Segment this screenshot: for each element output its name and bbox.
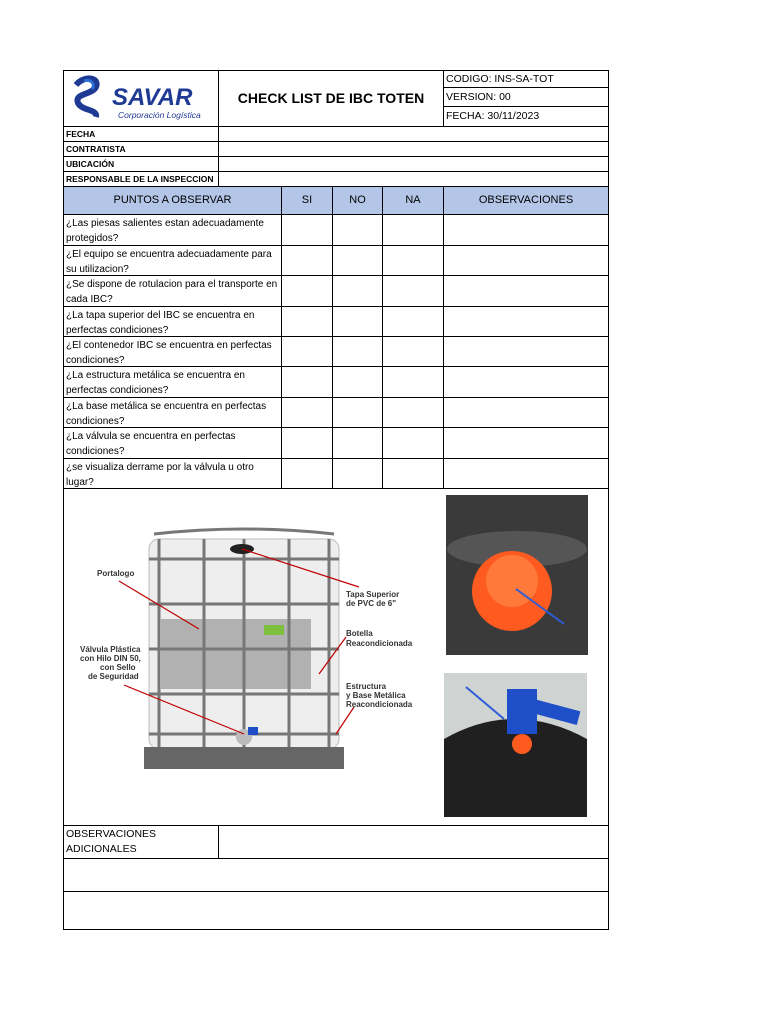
additional-observations-label: OBSERVACIONES ADICIONALES (63, 825, 219, 859)
na-check[interactable] (382, 275, 444, 307)
si-check[interactable] (281, 427, 333, 459)
si-check[interactable] (281, 245, 333, 276)
logo-name: SAVAR (112, 84, 193, 111)
image-panel (63, 488, 609, 826)
na-check[interactable] (382, 397, 444, 428)
savar-logo-icon (66, 71, 216, 125)
observation-input[interactable] (443, 275, 609, 307)
doc-date: FECHA: 30/11/2023 (443, 106, 609, 127)
logo-cell (63, 70, 219, 127)
question-cell: ¿El contenedor IBC se encuentra en perfectas condiciones? (63, 336, 282, 367)
col-header-si: SI (281, 186, 333, 215)
si-check[interactable] (281, 366, 333, 398)
si-check[interactable] (281, 214, 333, 246)
label-estructura-2: y Base Metálica (346, 691, 406, 700)
additional-observations-row-2[interactable] (63, 858, 609, 892)
si-check[interactable] (281, 397, 333, 428)
no-check[interactable] (332, 427, 383, 459)
question-cell: ¿La base metálica se encuentra en perfectas condiciones? (63, 397, 282, 428)
field-contratista-value[interactable] (218, 141, 609, 157)
observation-input[interactable] (443, 214, 609, 246)
document-title: CHECK LIST DE IBC TOTEN (218, 70, 444, 127)
ibc-diagram (64, 489, 608, 825)
observation-input[interactable] (443, 336, 609, 367)
no-check[interactable] (332, 336, 383, 367)
si-check[interactable] (281, 275, 333, 307)
field-responsable-label: RESPONSABLE DE LA INSPECCION (63, 171, 219, 187)
col-header-puntos: PUNTOS A OBSERVAR (63, 186, 282, 215)
question-cell: ¿La válvula se encuentra en perfectas condiciones? (63, 427, 282, 459)
no-check[interactable] (332, 458, 383, 489)
field-contratista-label: CONTRATISTA (63, 141, 219, 157)
field-ubicacion-value[interactable] (218, 156, 609, 172)
field-fecha-value[interactable] (218, 126, 609, 142)
label-tapa-1: Tapa Superior (346, 590, 400, 599)
si-check[interactable] (281, 336, 333, 367)
si-check[interactable] (281, 306, 333, 337)
additional-observations-row-3[interactable] (63, 891, 609, 930)
field-fecha-label: FECHA (63, 126, 219, 142)
na-check[interactable] (382, 214, 444, 246)
logo-subtitle: Corporación Logística (118, 110, 201, 120)
question-cell: ¿se visualiza derrame por la válvula u otro lugar? (63, 458, 282, 489)
label-botella-1: Botella (346, 629, 373, 638)
observation-input[interactable] (443, 427, 609, 459)
doc-code: CODIGO: INS-SA-TOT (443, 70, 609, 88)
label-portalogo: Portalogo (97, 569, 135, 578)
label-valvula-4: de Seguridad (88, 672, 139, 681)
label-estructura-1: Estructura (346, 682, 387, 691)
na-check[interactable] (382, 336, 444, 367)
label-valvula-2: con Hilo DIN 50, (80, 654, 141, 663)
no-check[interactable] (332, 275, 383, 307)
field-responsable-value[interactable] (218, 171, 609, 187)
ibc-tank-image (144, 529, 344, 769)
no-check[interactable] (332, 397, 383, 428)
field-ubicacion-label: UBICACIÓN (63, 156, 219, 172)
na-check[interactable] (382, 306, 444, 337)
no-check[interactable] (332, 366, 383, 398)
question-cell: ¿La tapa superior del IBC se encuentra en perfectas condiciones? (63, 306, 282, 337)
col-header-na: NA (382, 186, 444, 215)
na-check[interactable] (382, 427, 444, 459)
valve-photo (444, 673, 587, 817)
observation-input[interactable] (443, 458, 609, 489)
label-tapa-2: de PVC de 6" (346, 599, 397, 608)
no-check[interactable] (332, 214, 383, 246)
doc-version: VERSION: 00 (443, 87, 609, 107)
label-estructura-3: Reacondicionada (346, 700, 413, 709)
col-header-observaciones: OBSERVACIONES (443, 186, 609, 215)
si-check[interactable] (281, 458, 333, 489)
label-valvula-3: con Sello (100, 663, 136, 672)
question-cell: ¿Se dispone de rotulacion para el transporte en cada IBC? (63, 275, 282, 307)
observation-input[interactable] (443, 366, 609, 398)
col-header-no: NO (332, 186, 383, 215)
label-botella-2: Reacondicionada (346, 639, 413, 648)
no-check[interactable] (332, 306, 383, 337)
no-check[interactable] (332, 245, 383, 276)
label-valvula-1: Válvula Plástica (80, 645, 141, 654)
question-cell: ¿Las piesas salientes estan adecuadamente protegidos? (63, 214, 282, 246)
observation-input[interactable] (443, 306, 609, 337)
question-cell: ¿El equipo se encuentra adecuadamente para su utilizacion? (63, 245, 282, 276)
na-check[interactable] (382, 366, 444, 398)
question-cell: ¿La estructura metálica se encuentra en perfectas condiciones? (63, 366, 282, 398)
na-check[interactable] (382, 245, 444, 276)
observation-input[interactable] (443, 245, 609, 276)
na-check[interactable] (382, 458, 444, 489)
observation-input[interactable] (443, 397, 609, 428)
additional-observations-value[interactable] (218, 825, 609, 859)
cap-photo (446, 495, 588, 655)
